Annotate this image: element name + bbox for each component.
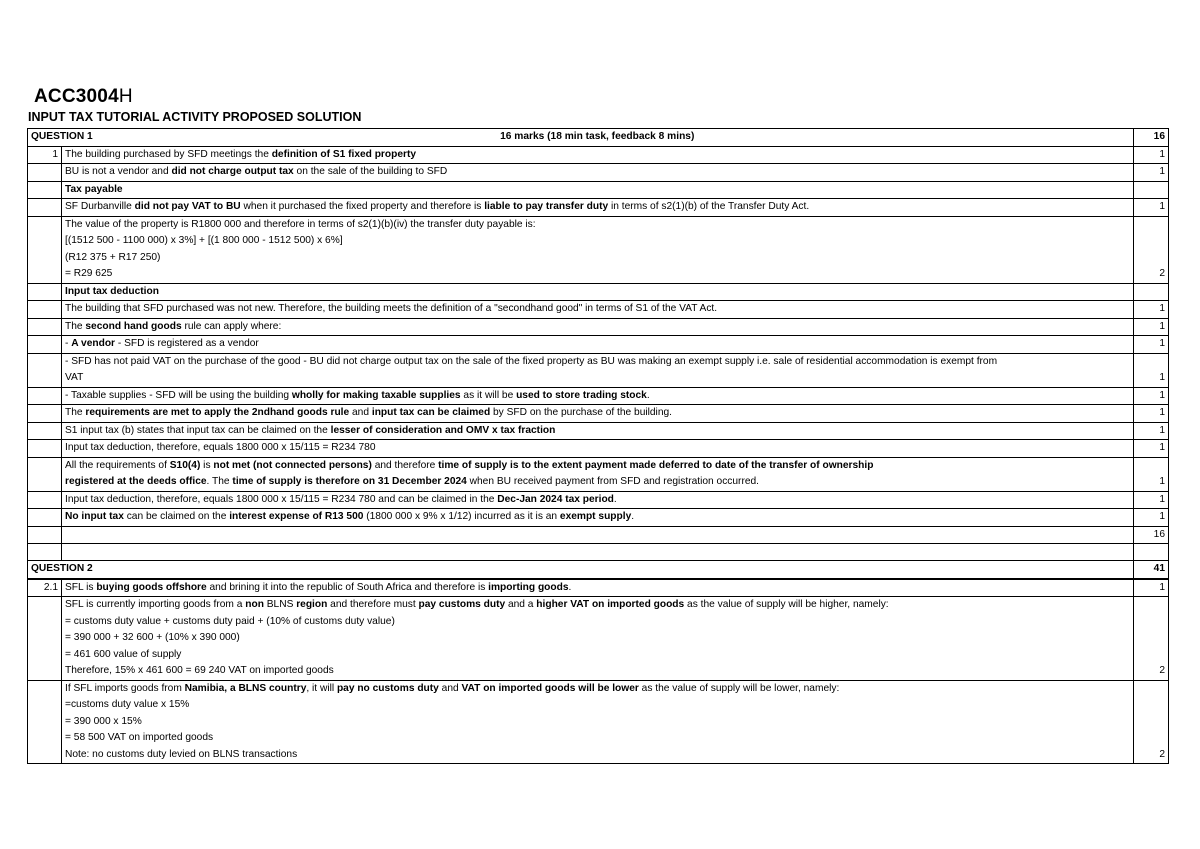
table-row	[28, 491, 1169, 509]
question-number	[28, 509, 62, 527]
solution-text: SFL is currently importing goods from a non BLNS region and therefore must pay customs duty and a higher VAT on imported goods as the value of supply will be higher, namely: = customs duty value + customs duty paid + (10% of customs duty value) = 390 000 + 32 600 + (10% x 390 000) = 461 600 value of supply Therefore, 15% x 461 600 = 69 240 VAT on imported goods	[62, 597, 1134, 681]
table-row	[28, 680, 1169, 764]
mark-value: 1	[1134, 164, 1169, 182]
mark-value: 1	[1134, 422, 1169, 440]
question-number	[28, 301, 62, 319]
question-header-row	[28, 561, 1169, 579]
question-number	[28, 491, 62, 509]
question-number	[28, 164, 62, 182]
mark-value: 1	[1134, 199, 1169, 217]
solution-table	[27, 128, 1169, 764]
solution-text: All the requirements of S10(4) is not met (not connected persons) and therefore time of supply is to the extent payment made deferred to date of the transfer of ownership registered at the deeds office. The time of supply is therefore on 31 December 2024 when BU received payment from SFD and registration occurred.	[62, 457, 1134, 491]
mark-value: 1	[1134, 579, 1169, 597]
solution-text: The second hand goods rule can apply where:	[62, 318, 1134, 336]
question-number	[28, 597, 62, 681]
blank-cell	[28, 526, 62, 544]
question-number	[28, 283, 62, 301]
question-number	[28, 216, 62, 283]
question-number: 2.1	[28, 579, 62, 597]
question-number	[28, 336, 62, 354]
solution-text: Input tax deduction, therefore, equals 1800 000 x 15/115 = R234 780 and can be claimed in the Dec-Jan 2024 tax period.	[62, 491, 1134, 509]
table-row	[28, 422, 1169, 440]
mark-value: 1	[1134, 405, 1169, 423]
mark-value: 1	[1134, 318, 1169, 336]
table-row	[28, 301, 1169, 319]
solution-text: S1 input tax (b) states that input tax can be claimed on the lesser of consideration and OMV x tax fraction	[62, 422, 1134, 440]
question-number	[28, 422, 62, 440]
mark-value: 1	[1134, 509, 1169, 527]
mark-value: 1	[1134, 146, 1169, 164]
mark-value: 2	[1134, 680, 1169, 764]
mark-value: 1	[1134, 440, 1169, 458]
blank-row	[28, 526, 1169, 544]
question-number	[28, 680, 62, 764]
table-row	[28, 318, 1169, 336]
table-row	[28, 199, 1169, 217]
mark-value: 1	[1134, 387, 1169, 405]
question-number	[28, 387, 62, 405]
table-row	[28, 216, 1169, 283]
document-subtitle: INPUT TAX TUTORIAL ACTIVITY PROPOSED SOLUTION	[28, 110, 362, 124]
question-number: 1	[28, 146, 62, 164]
question-marks-info	[62, 561, 1134, 579]
mark-value: 1	[1134, 336, 1169, 354]
table-row	[28, 457, 1169, 491]
mark-value: 1	[1134, 491, 1169, 509]
solution-text: The requirements are met to apply the 2ndhand goods rule and input tax can be claimed by SFD on the purchase of the building.	[62, 405, 1134, 423]
question-total: 16	[1134, 129, 1169, 147]
course-code: ACC3004H	[34, 86, 133, 107]
table-row	[28, 405, 1169, 423]
table-row	[28, 440, 1169, 458]
table-row	[28, 353, 1169, 387]
question-number	[28, 440, 62, 458]
mark-value	[1134, 544, 1169, 561]
solution-text: SFL is buying goods offshore and brining it into the republic of South Africa and therefore is importing goods.	[62, 579, 1134, 597]
blank-cell	[62, 544, 1134, 561]
solution-text: - SFD has not paid VAT on the purchase of the good - BU did not charge output tax on the sale of the fixed property as BU was making an exempt supply i.e. sale of residential accommodation is exempt from VAT	[62, 353, 1134, 387]
table-row	[28, 597, 1169, 681]
solution-text: - A vendor - SFD is registered as a vendor	[62, 336, 1134, 354]
solution-text: Tax payable	[62, 181, 1134, 199]
blank-cell	[28, 544, 62, 561]
solution-text: Input tax deduction, therefore, equals 1800 000 x 15/115 = R234 780	[62, 440, 1134, 458]
mark-value: 2	[1134, 597, 1169, 681]
question-number	[28, 181, 62, 199]
table-row	[28, 387, 1169, 405]
solution-text: The building that SFD purchased was not new. Therefore, the building meets the definition of a "secondhand good" in terms of S1 of the VAT Act.	[62, 301, 1134, 319]
solution-text: If SFL imports goods from Namibia, a BLNS country, it will pay no customs duty and VAT on imported goods will be lower as the value of supply will be lower, namely: =customs duty value x 15% = 390 000 x 15% = 58 500 VAT on imported goods Note: no customs duty levied on BLNS transactions	[62, 680, 1134, 764]
mark-value: 1	[1134, 457, 1169, 491]
blank-row	[28, 544, 1169, 561]
question-marks-info: 16 marks (18 min task, feedback 8 mins)	[62, 129, 1134, 147]
solution-text: Input tax deduction	[62, 283, 1134, 301]
table-row	[28, 283, 1169, 301]
question-label: QUESTION 2	[28, 561, 62, 579]
question-number	[28, 457, 62, 491]
table-row	[28, 146, 1169, 164]
solution-text: No input tax can be claimed on the interest expense of R13 500 (1800 000 x 9% x 1/12) incurred as it is an exempt supply.	[62, 509, 1134, 527]
mark-value	[1134, 181, 1169, 199]
solution-text: The building purchased by SFD meetings the definition of S1 fixed property	[62, 146, 1134, 164]
table-row	[28, 164, 1169, 182]
question-number	[28, 318, 62, 336]
mark-value: 2	[1134, 216, 1169, 283]
question-number	[28, 405, 62, 423]
question-number	[28, 353, 62, 387]
question-label: QUESTION 1	[28, 129, 62, 147]
table-row	[28, 336, 1169, 354]
table-row	[28, 509, 1169, 527]
mark-value: 16	[1134, 526, 1169, 544]
solution-text: The value of the property is R1800 000 and therefore in terms of s2(1)(b)(iv) the transfer duty payable is: [(1512 500 - 1100 000) x 3%] + [(1 800 000 - 1512 500) x 6%] (R12 375 + R17 250) = R29 625	[62, 216, 1134, 283]
mark-value: 1	[1134, 301, 1169, 319]
mark-value: 1	[1134, 353, 1169, 387]
blank-cell	[62, 526, 1134, 544]
solution-text: - Taxable supplies - SFD will be using the building wholly for making taxable supplies as it will be used to store trading stock.	[62, 387, 1134, 405]
table-row	[28, 181, 1169, 199]
table-row	[28, 579, 1169, 597]
solution-text: BU is not a vendor and did not charge output tax on the sale of the building to SFD	[62, 164, 1134, 182]
question-header-row	[28, 129, 1169, 147]
question-total: 41	[1134, 561, 1169, 579]
solution-text: SF Durbanville did not pay VAT to BU when it purchased the fixed property and therefore is liable to pay transfer duty in terms of s2(1)(b) of the Transfer Duty Act.	[62, 199, 1134, 217]
question-number	[28, 199, 62, 217]
mark-value	[1134, 283, 1169, 301]
